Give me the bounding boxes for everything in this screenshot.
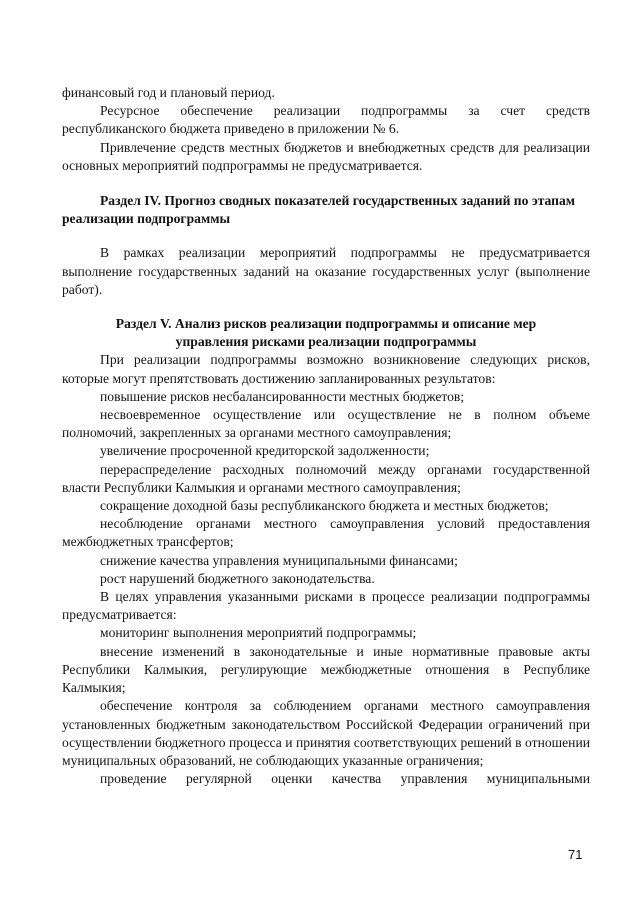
risk-item: несвоевременное осуществление или осуществление не в полном объеме полномочий, закрепленных за органами местного самоуправления;: [62, 407, 590, 441]
measure-item: проведение регулярной оценки качества управления муниципальными: [100, 771, 590, 787]
section-5-heading-line-1: Раздел V. Анализ рисков реализации подпрограммы и описание мер: [115, 316, 537, 332]
measures-intro: В целях управления указанными рисками в процессе реализации подпрограммы предусматривается:: [62, 589, 590, 623]
risk-item: повышение рисков несбалансированности местных бюджетов;: [100, 388, 465, 404]
page-content: [62, 84, 590, 788]
measure-item: обеспечение контроля за соблюдением органами местного самоуправления установленных бюджетным законодательством Российской Федерации ограничений при осуществлении бюджетного процесса и принятия соответствующих решений в отношении муниципальных образований, не соблюдающих указанные ограничения;: [62, 698, 590, 768]
measure-item: мониторинг выполнения мероприятий подпрограммы;: [100, 625, 417, 641]
paragraph-continuation: финансовый год и плановый период.: [62, 85, 275, 100]
risk-item: сокращение доходной базы республиканского бюджета и местных бюджетов;: [100, 498, 549, 514]
section-4-heading: Раздел IV. Прогноз сводных показателей государственных заданий по этапам реализации подпрограммы: [62, 193, 576, 227]
section-4-body: В рамках реализации мероприятий подпрограммы не предусматривается выполнение государственных заданий на оказание государственных услуг (выполнение работ).: [62, 245, 590, 297]
measure-item: внесение изменений в законодательные и иные нормативные правовые акты Республики Калмыкия, регулирующие межбюджетные отношения в Республике Калмыкия;: [62, 643, 590, 696]
risk-item: рост нарушений бюджетного законодательства.: [100, 570, 375, 586]
page-number: 71: [568, 847, 583, 862]
paragraph-local-budgets: Привлечение средств местных бюджетов и внебюджетных средств для реализации основных мероприятий подпрограммы не предусматривается.: [62, 139, 590, 173]
section-5-intro: При реализации подпрограммы возможно возникновение следующих рисков, которые могут препятствовать достижению запланированных результатов:: [62, 352, 590, 386]
section-5-heading: [62, 315, 590, 351]
risk-item: снижение качества управления муниципальными финансами;: [100, 552, 458, 568]
risk-item: несоблюдение органами местного самоуправления условий предоставления межбюджетных трансфертов;: [62, 516, 590, 550]
risk-item: перераспределение расходных полномочий между органами государственной власти Республики Калмыкия и органами местного самоуправления;: [62, 461, 590, 495]
risk-item: увеличение просроченной кредиторской задолженности;: [100, 443, 430, 459]
section-5-heading-line-2: управления рисками реализации подпрограммы: [175, 334, 477, 350]
paragraph-resource-provision: Ресурсное обеспечение реализации подпрограммы за счет средств республиканского бюджета приведено в приложении № 6.: [62, 103, 590, 137]
